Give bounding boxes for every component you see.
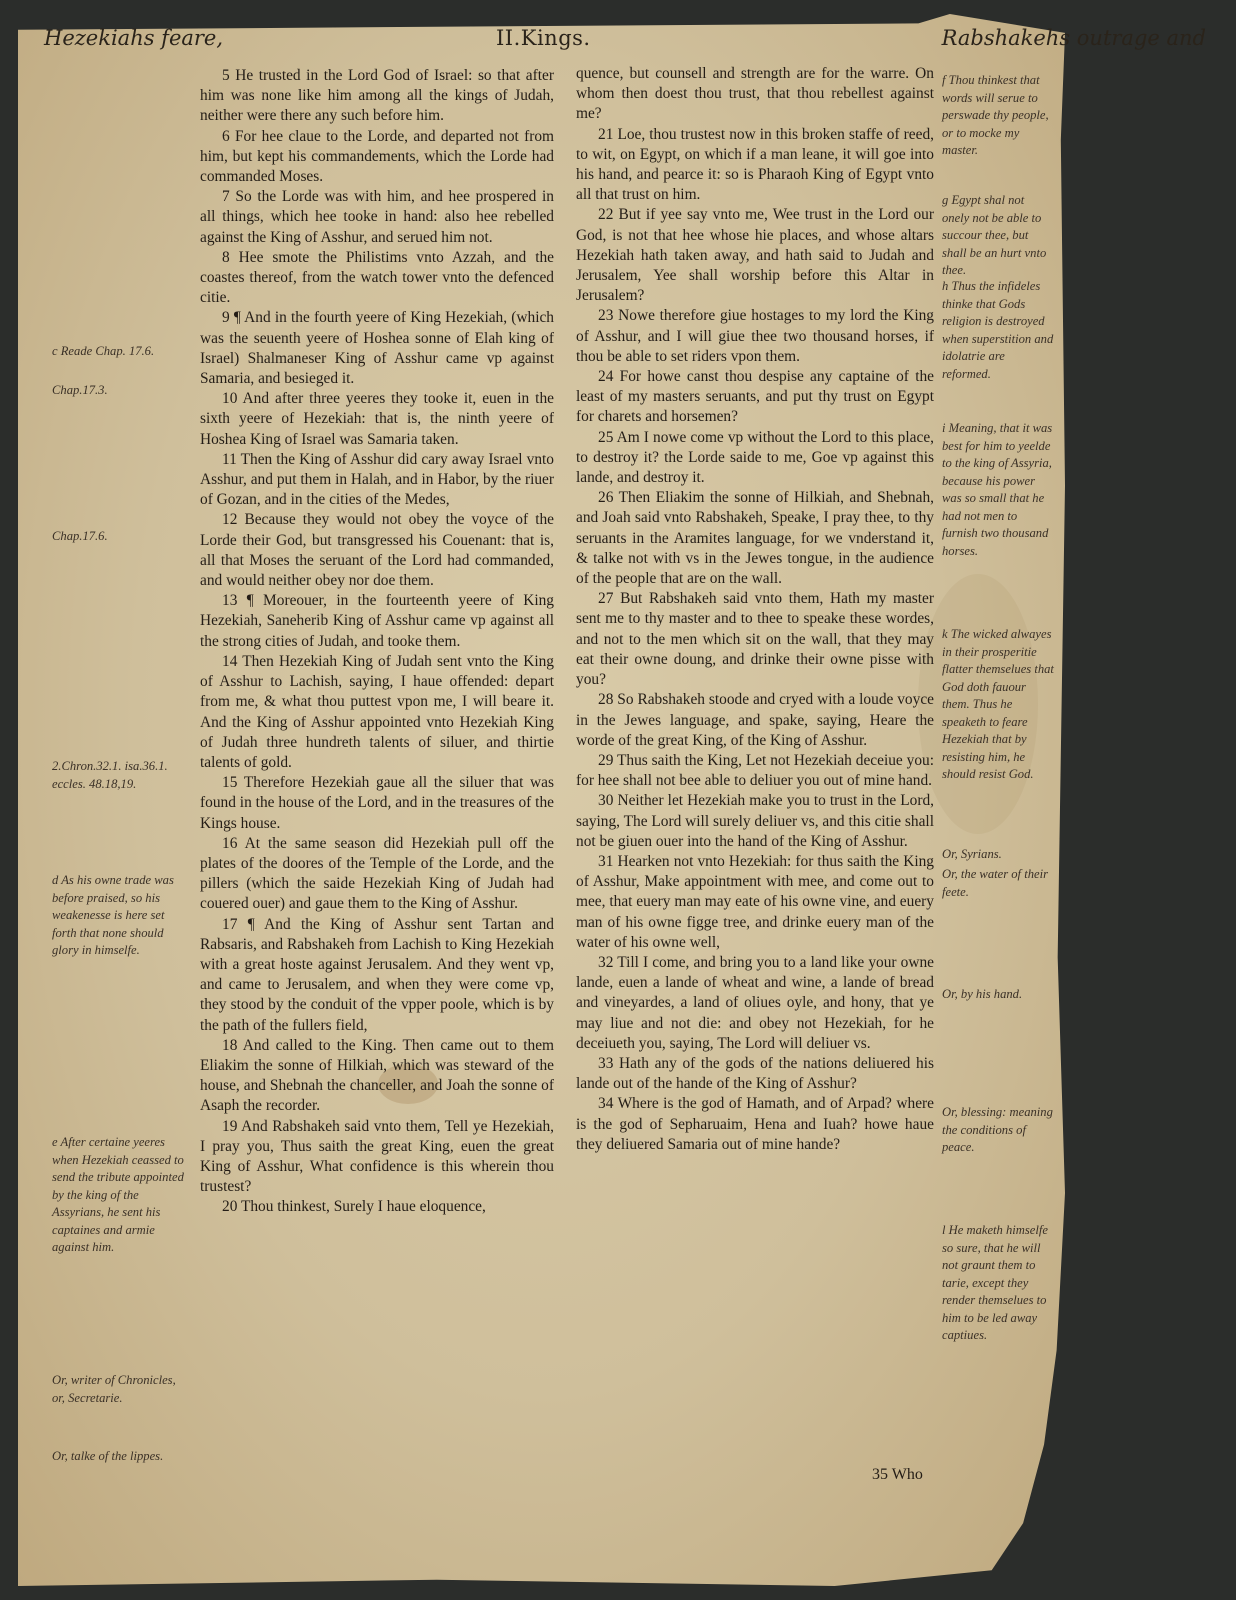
verse: 14 Then Hezekiah King of Judah sent vnto the King of Asshur to Lachish, saying, I haue offended: depart from me, & what thou puttest vpon me, I will beare it. And the King of Asshur appointed vnto Hezekiah King of Judah three hundreth talents of siluer, and thirtie talents of gold. <box>200 652 554 771</box>
verse: 9 ¶ And in the fourth yeere of King Hezekiah, (which was the seuenth yeere of Hoshea sonne of Elah king of Israel) Shalmaneser King of Asshur came vp against Samaria, and besieged it. <box>200 309 554 388</box>
verse: 13 ¶ Moreouer, in the fourteenth yeere of King Hezekiah, Saneherib King of Asshur came vp against all the strong cities of Judah, and tooke them. <box>200 592 554 650</box>
margin-note: Or, writer of Chronicles, or, Secretarie. <box>52 1373 176 1405</box>
margin-note: l He maketh himselfe so sure, that he will not graunt them to tarie, except they render themselues to him to be led away captiues. <box>942 1223 1048 1342</box>
catchword: 35 Who <box>872 1466 923 1483</box>
margin-note: Or, Syrians. <box>942 847 1002 861</box>
margin-note: d As his owne trade was before praised, so his weakenesse is here set forth that none should glory in himselfe. <box>52 873 174 957</box>
running-head-center: II.Kings. <box>496 26 591 50</box>
verse: 17 ¶ And the King of Asshur sent Tartan and Rabsaris, and Rabshakeh from Lachish to King Hezekiah with a great hoste against Jerusalem. And they went vp, and came to Jerusalem, and when they were come vp, they stood by the conduit of the vpper poole, which is by the path of the fullers field, <box>200 915 554 1034</box>
verse: 31 Hearken not vnto Hezekiah: for thus saith the King of Asshur, Make appointment with mee, and come out to mee, that euery man may eate of his owne vine, and euery man of his owne figge tree, and drinke euery man of the water of his owne well, <box>576 852 934 951</box>
verse: 11 Then the King of Asshur did cary away Israel vnto Asshur, and put them in Halah, and in Habor, by the riuer of Gozan, and in the cities of the Medes, <box>200 450 554 509</box>
margin-note: f Thou thinkest that words will serue to perswade thy people, or to mocke my master. <box>942 73 1049 157</box>
verse: 28 So Rabshakeh stoode and cryed with a loude voyce in the Jewes language, and spake, saying, Heare the worde of the great King, of the King of Asshur. <box>576 691 934 749</box>
margin-note: i Meaning, that it was best for him to yeelde to the king of Assyria, because his power was so small that he had not men to furnish two thousand horses. <box>942 421 1053 558</box>
margin-note: g Egypt shal not onely not be able to succour thee, but shall be an hurt vnto thee. <box>942 193 1047 277</box>
text-column-left <box>200 66 554 1218</box>
verse: 24 For howe canst thou despise any captaine of the least of my masters seruants, and put thy trust on Egypt for charets and horsemen? <box>576 368 934 426</box>
margin-note: e After certaine yeeres when Hezekiah ceassed to send the tribute appointed by the king of the Assyrians, he sent his captaines and armie against him. <box>52 1135 184 1254</box>
running-head <box>44 26 1206 56</box>
verse: 33 Hath any of the gods of the nations deliuered his lande out of the hande of the King of Asshur? <box>576 1054 934 1093</box>
margin-note: k The wicked alwayes in their prosperitie flatter themselues that God doth fauour them. Thus he speaketh to feare Hezekiah that by resisting him, he should resist God. <box>942 627 1054 781</box>
verse: 27 But Rabshakeh said vnto them, Hath my master sent me to thy master and to thee to speake these wordes, and not to the men which sit on the wall, that they may eat their owne doung, and drinke their owne pisse with you? <box>576 590 934 689</box>
margin-note: Chap.17.6. <box>52 529 108 543</box>
verse: 25 Am I nowe come vp without the Lord to this place, to destroy it? the Lorde saide to me, Goe vp against this lande, and destroy it. <box>576 428 934 487</box>
verse: 34 Where is the god of Hamath, and of Arpad? where is the god of Sepharuaim, Hena and Iuah? howe haue they deliuered Samaria out of mine hande? <box>576 1095 934 1153</box>
verse: 8 Hee smote the Philistims vnto Azzah, and the coastes thereof, from the watch tower vnto the defenced citie. <box>200 248 554 307</box>
verse: 32 Till I come, and bring you to a land like your owne lande, euen a lande of wheat and wine, a lande of bread and vineyardes, a land of oliues oyle, and hony, that ye may liue and not die: and obey not Hezekiah, for he deceiueth you, saying, The Lord will deliuer vs. <box>576 953 934 1052</box>
running-head-left: Hezekiahs feare, <box>44 26 224 50</box>
margin-note: 2.Chron.32.1. isa.36.1. eccles. 48.18,19. <box>52 759 168 791</box>
text-column-right <box>576 64 934 1155</box>
verse: quence, but counsell and strength are for the warre. On whom then doest thou trust, that thou rebellest against me? <box>576 65 934 123</box>
verse: 30 Neither let Hezekiah make you to trust in the Lord, saying, The Lord will surely deliuer vs, and this citie shall not be giuen ouer into the hand of the King of Asshur. <box>576 792 934 850</box>
verse: 23 Nowe therefore giue hostages to my lord the King of Asshur, and I will giue thee two thousand horses, if thou be able to set riders vpon them. <box>576 307 934 365</box>
margin-note: Or, talke of the lippes. <box>52 1449 164 1463</box>
verse: 22 But if yee say vnto me, Wee trust in the Lord our God, is not that hee whose hie places, and whose altars Hezekiah hath taken away, and hath said to Judah and Jerusalem, Yee shall worship before this Altar in Jerusalem? <box>576 206 934 305</box>
verse: 16 At the same season did Hezekiah pull off the plates of the doores of the Temple of the Lorde, and the pillers (which the saide Hezekiah King of Judah had couered ouer) and gaue them to the King of Asshur. <box>200 834 554 913</box>
margin-note: Or, the water of their feete. <box>942 867 1048 899</box>
verse: 20 Thou thinkest, Surely I haue eloquence, <box>222 1198 486 1216</box>
verse: 10 And after three yeeres they tooke it, euen in the sixth yeere of Hezekiah: that is, the ninth yeere of Hoshea King of Israel was Samaria taken. <box>200 390 554 448</box>
verse: 12 Because they would not obey the voyce of the Lorde their God, but transgressed his Couenant: that is, all that Moses the seruant of the Lord had commanded, and would neither obey nor doe them. <box>200 511 554 590</box>
verse: 5 He trusted in the Lord God of Israel: so that after him was none like him among all the kings of Judah, neither were there any such before him. <box>200 67 554 125</box>
verse: 18 And called to the King. Then came out to them Eliakim the sonne of Hilkiah, which was steward of the house, and Shebnah the chanceller, and Joah the sonne of Asaph the recorder. <box>200 1036 554 1115</box>
verse: 6 For hee claue to the Lorde, and departed not from him, but kept his commandements, which the Lorde had commanded Moses. <box>200 127 554 186</box>
margin-note: Or, by his hand. <box>942 987 1023 1001</box>
verse: 19 And Rabshakeh said vnto them, Tell ye Hezekiah, I pray you, Thus saith the great King, euen the great King of Asshur, What confidence is this wherein thou trustest? <box>200 1117 554 1196</box>
verse: 7 So the Lorde was with him, and hee prospered in all things, which hee tooke in hand: also hee rebelled against the King of Asshur, and serued him not. <box>200 188 554 246</box>
margin-note: Chap.17.3. <box>52 383 108 397</box>
margin-note: c Reade Chap. 17.6. <box>52 344 155 358</box>
verse: 26 Then Eliakim the sonne of Hilkiah, and Shebnah, and Joah said vnto Rabshakeh, Speake, I pray thee, to thy seruants in the Aramites language, for we vnderstand it, & talke not with vs in the Jewes tongue, in the audience of the people that are on the wall. <box>576 489 934 588</box>
running-head-right: Rabshakehs outrage and <box>941 26 1206 50</box>
verse: 21 Loe, thou trustest now in this broken staffe of reed, to wit, on Egypt, on which if a man leane, it will goe into his hand, and pearce it: so is Pharaoh King of Egypt vnto all that trust on him. <box>576 125 934 204</box>
margin-note: Or, blessing: meaning the conditions of peace. <box>942 1105 1053 1154</box>
verse: 15 Therefore Hezekiah gaue all the siluer that was found in the house of the Lord, and in the treasures of the Kings house. <box>200 774 554 832</box>
margin-note: h Thus the infideles thinke that Gods religion is destroyed when superstition and idolatrie are reformed. <box>942 279 1054 381</box>
verse: 29 Thus saith the King, Let not Hezekiah deceiue you: for hee shall not bee able to deliuer you out of mine hand. <box>576 751 934 790</box>
